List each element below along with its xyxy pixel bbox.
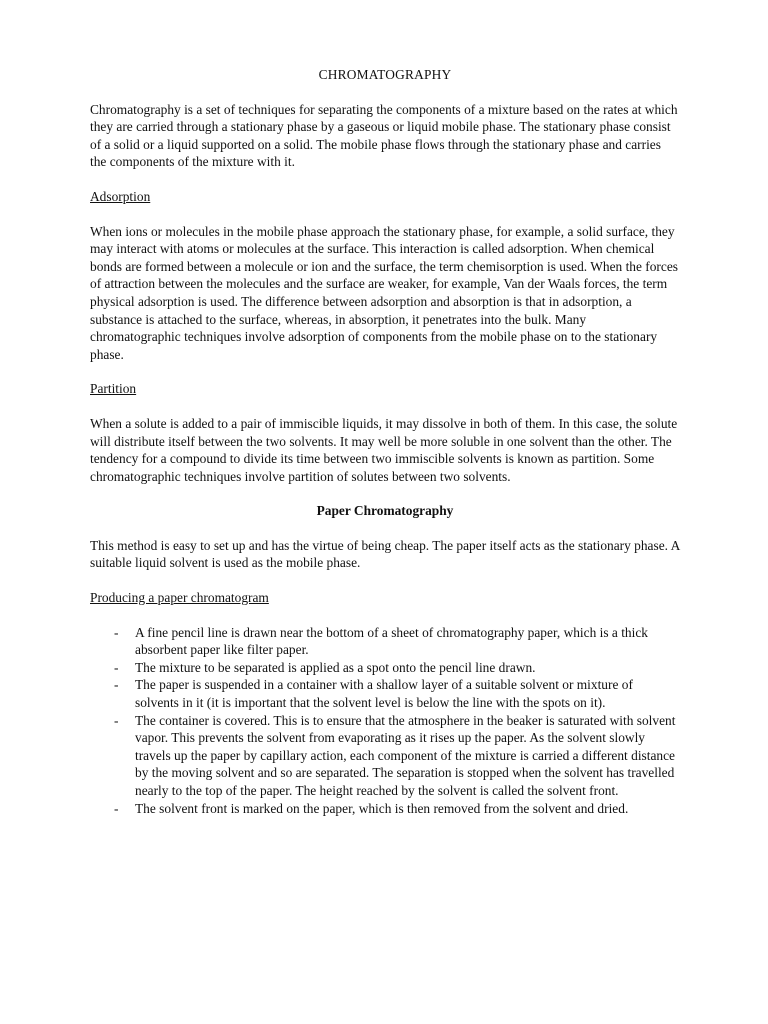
list-dash: - <box>114 800 119 816</box>
list-item-text: The solvent front is marked on the paper, which is then removed from the solvent and dried. <box>135 800 629 816</box>
document-title: CHROMATOGRAPHY <box>318 67 452 82</box>
list-item <box>90 659 680 677</box>
adsorption-heading: Adsorption <box>90 188 151 204</box>
partition-paragraph: When a solute is added to a pair of immiscible liquids, it may dissolve in both of them. In this case, the solute will distribute itself between the two solvents. It may well be more soluble in one solvent than the other. The tendency for a compound to divide its time between two immiscible solvents is known as partition. Some chromatographic techniques involve partition of solutes between two solvents. <box>90 415 678 484</box>
list-dash: - <box>114 624 119 640</box>
intro-paragraph: Chromatography is a set of techniques for separating the components of a mixture based on the rates at which they are carried through a stationary phase by a gaseous or liquid mobile phase. The stationary phase consist of a solid or a liquid supported on a solid. The mobile phase flows through the stationary phase and carries the components of the mixture with it. <box>90 101 678 170</box>
procedure-list <box>90 624 680 818</box>
list-item-text: The paper is suspended in a container with a shallow layer of a suitable solvent or mixture of solvents in it (it is important that the solvent level is below the line with the spots on it). <box>135 677 633 711</box>
producing-chromatogram-heading: Producing a paper chromatogram <box>90 590 269 606</box>
list-dash: - <box>114 712 119 728</box>
list-item-text: The mixture to be separated is applied as a spot onto the pencil line drawn. <box>135 659 536 675</box>
document-page <box>90 66 680 817</box>
list-item-text: The container is covered. This is to ensure that the atmosphere in the beaker is saturated with solvent vapor. This prevents the solvent from evaporating as it rises up the paper. As the solvent slowly travels up the paper by capillary action, each component of the mixture is carried a different distance by the moving solvent and so are separated. The separation is stopped when the solvent has travelled nearly to the top of the paper. The height reached by the solvent is called the solvent front. <box>135 712 676 798</box>
paper-chromatography-paragraph: This method is easy to set up and has the virtue of being cheap. The paper itself acts as the stationary phase. A suitable liquid solvent is used as the mobile phase. <box>90 537 680 571</box>
paper-chromatography-heading: Paper Chromatography <box>316 503 454 519</box>
list-item <box>90 676 680 711</box>
list-item <box>90 624 680 659</box>
list-item-text: A fine pencil line is drawn near the bottom of a sheet of chromatography paper, which is a thick absorbent paper like filter paper. <box>135 624 648 658</box>
list-item <box>90 800 680 818</box>
list-item <box>90 712 680 800</box>
partition-heading: Partition <box>90 381 137 397</box>
adsorption-paragraph: When ions or molecules in the mobile phase approach the stationary phase, for example, a solid surface, they may interact with atoms or molecules at the surface. This interaction is called adsorption. When chemical bonds are formed between a molecule or ion and the surface, the term chemisorption is used. When the forces of attraction between the molecules and the surface are weaker, for example, Van der Waals forces, the term physical adsorption is used. The difference between adsorption and absorption is that in adsorption, a substance is attached to the surface, whereas, in absorption, it penetrates into the bulk. Many chromatographic techniques involve adsorption of components from the mobile phase on to the stationary phase. <box>90 223 678 362</box>
list-dash: - <box>114 677 119 693</box>
list-dash: - <box>114 659 119 675</box>
